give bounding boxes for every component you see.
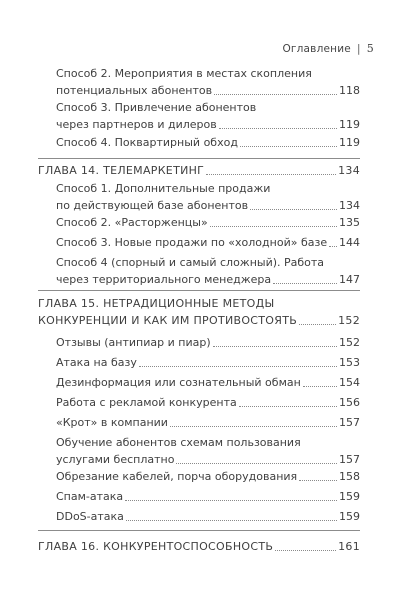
leader-dots [299, 323, 336, 325]
toc-entry [56, 376, 360, 390]
toc-entry [56, 416, 360, 430]
toc-entry-title-cont: через территориального менеджера [56, 273, 272, 286]
toc-entry [56, 101, 360, 132]
toc-entry [56, 436, 360, 467]
toc-entry-title: Способ 4 (спорный и самый сложный). Работа [56, 256, 325, 269]
toc-entry-title-cont: потенциальных абонентов [56, 84, 213, 97]
leader-dots [239, 405, 337, 407]
toc-entry-page: 158 [339, 470, 360, 483]
leader-dots [213, 345, 337, 347]
leader-dots [219, 127, 337, 129]
toc-entry-title: «Крот» в компании [56, 416, 168, 429]
toc-entry [56, 356, 360, 370]
toc-entry-page: 154 [339, 376, 360, 389]
toc-entry-title: Способ 2. Мероприятия в местах скопления [56, 67, 312, 80]
toc-entry-title: Спам-атака [56, 490, 124, 503]
toc-entry [56, 490, 360, 504]
toc-entry [56, 336, 360, 350]
toc-entry-title: Атака на базу [56, 356, 137, 369]
toc-entry-page: 118 [339, 84, 360, 97]
toc-entry-page: 159 [339, 490, 360, 503]
toc-entry-title: Отзывы (антипиар и пиар) [56, 336, 211, 349]
toc-chapter-title: ГЛАВА 14. ТЕЛЕМАРКЕТИНГ [38, 164, 205, 177]
toc-entry [56, 216, 360, 230]
leader-dots [206, 173, 336, 175]
toc-entry [56, 67, 360, 98]
toc-entry-title-cont: по действующей базе абонентов [56, 199, 249, 212]
leader-dots [126, 519, 337, 521]
running-head-title: Оглавление [282, 42, 351, 55]
toc-entry [56, 470, 360, 484]
leader-dots [125, 499, 337, 501]
toc-entry-title: Дезинформация или сознательный обман [56, 376, 301, 389]
toc-entry [56, 396, 360, 410]
toc-entry-title: Работа с рекламой конкурента [56, 396, 237, 409]
toc-entry-page: 134 [339, 199, 360, 212]
toc-chapter [38, 164, 360, 178]
toc-entry-page: 153 [339, 356, 360, 369]
toc-entry-page: 156 [339, 396, 360, 409]
toc-entry-title: Способ 3. Привлечение абонентов [56, 101, 257, 114]
toc-entry-title: Способ 4. Поквартирный обход [56, 136, 238, 149]
leader-dots [210, 225, 337, 227]
toc-entry-title: Способ 2. «Расторженцы» [56, 216, 208, 229]
leader-dots [303, 385, 337, 387]
toc-chapter-page: 152 [338, 314, 360, 327]
section-divider [38, 530, 360, 531]
leader-dots [176, 462, 337, 464]
toc-entry-title: DDoS-атака [56, 510, 124, 523]
toc-entry-page: 119 [339, 118, 360, 131]
running-head-separator: | [356, 42, 361, 55]
toc-entry-title: Обрезание кабелей, порча оборудования [56, 470, 298, 483]
toc-chapter-title: ГЛАВА 15. НЕТРАДИЦИОННЫЕ МЕТОДЫ [38, 297, 275, 310]
toc-entry-title: Способ 1. Дополнительные продажи [56, 182, 271, 195]
toc-entry-page: 157 [339, 416, 360, 429]
toc-entry-title-cont: услугами бесплатно [56, 453, 175, 466]
toc-entry-page: 147 [339, 273, 360, 286]
toc-entry-title: Обучение абонентов схемам пользования [56, 436, 301, 449]
toc-entry-page: 135 [339, 216, 360, 229]
toc-entry-page: 159 [339, 510, 360, 523]
toc-entry-page: 119 [339, 136, 360, 149]
toc-chapter-page: 134 [338, 164, 360, 177]
leader-dots [273, 282, 337, 284]
toc-entry-title-cont: через партнеров и дилеров [56, 118, 217, 131]
toc-entry-page: 157 [339, 453, 360, 466]
toc-entry [56, 236, 360, 250]
toc-entry [56, 136, 360, 150]
leader-dots [139, 365, 337, 367]
toc-chapter-title: ГЛАВА 16. КОНКУРЕНТОСПОСОБНОСТЬ [38, 540, 274, 553]
toc-chapter-page: 161 [338, 540, 360, 553]
toc-entry-page: 152 [339, 336, 360, 349]
leader-dots [170, 425, 337, 427]
leader-dots [329, 245, 337, 247]
toc-entry [56, 256, 360, 287]
section-divider [38, 290, 360, 291]
leader-dots [240, 145, 337, 147]
toc-chapter-title-cont: КОНКУРЕНЦИИ И КАК ИМ ПРОТИВОСТОЯТЬ [38, 314, 298, 327]
toc-chapter [38, 297, 360, 328]
toc-entry-title: Способ 3. Новые продажи по «холодной» базе [56, 236, 328, 249]
running-head [282, 42, 374, 55]
leader-dots [250, 208, 337, 210]
leader-dots [275, 549, 336, 551]
page-number: 5 [366, 42, 374, 55]
toc-chapter [38, 540, 360, 554]
toc-entry [56, 510, 360, 524]
section-divider [38, 158, 360, 159]
toc-entry-page: 144 [339, 236, 360, 249]
toc-entry [56, 182, 360, 213]
leader-dots [214, 93, 337, 95]
leader-dots [299, 479, 337, 481]
